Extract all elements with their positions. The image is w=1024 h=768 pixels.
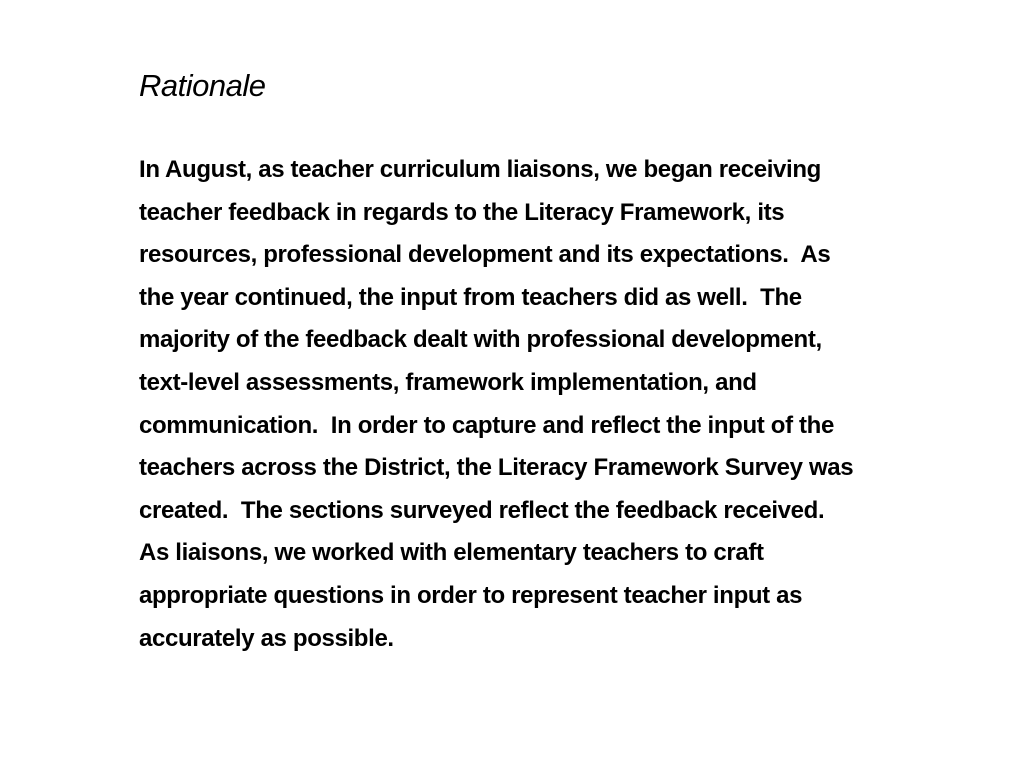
body-line: the year continued, the input from teachers did as well. The [139,283,802,311]
body-line: teachers across the District, the Literacy Framework Survey was [139,454,854,482]
body-line: resources, professional development and its expectations. As [139,241,831,269]
body-line: accurately as possible. [139,624,394,652]
body-line: teacher feedback in regards to the Literacy Framework, its [139,198,785,226]
body-line: created. The sections surveyed reflect the feedback received. [139,496,825,524]
body-line: communication. In order to capture and reflect the input of the [139,411,834,439]
body-line: majority of the feedback dealt with professional development, [139,326,822,354]
body-line: appropriate questions in order to represent teacher input as [139,581,803,609]
body-line: text-level assessments, framework implementation, and [139,368,757,396]
body-paragraph [139,149,969,660]
body-line: In August, as teacher curriculum liaisons, we began receiving [139,156,821,183]
slide-title: Rationale [139,68,266,103]
body-line: As liaisons, we worked with elementary teachers to craft [139,539,764,567]
